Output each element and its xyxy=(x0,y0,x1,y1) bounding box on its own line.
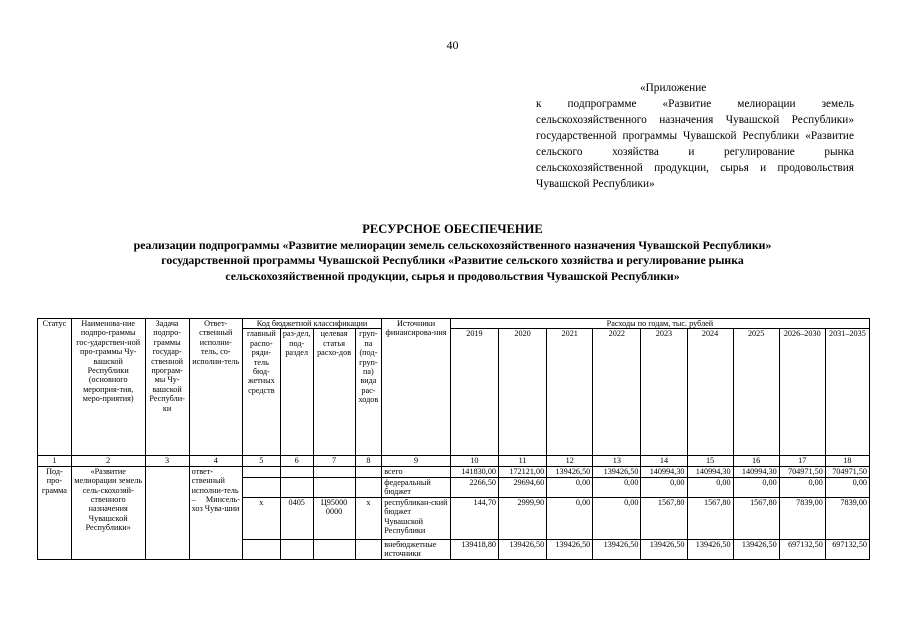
col-number: 14 xyxy=(641,456,687,466)
value-cell: 144,70 xyxy=(450,497,498,539)
th-budget-code: Код бюджетной классификации xyxy=(242,319,381,329)
col-number: 4 xyxy=(189,456,242,466)
value-cell: 0,00 xyxy=(779,477,825,497)
value-cell: 0,00 xyxy=(825,477,869,497)
th-year-2021: 2021 xyxy=(547,329,593,456)
main-manager-cell: x xyxy=(242,497,280,539)
value-cell: 139418,80 xyxy=(450,539,498,559)
value-cell: 697132,50 xyxy=(825,539,869,559)
col-number: 16 xyxy=(733,456,779,466)
value-cell: 172121,00 xyxy=(499,466,547,477)
th-executor: Ответ-ственный исполни-тель, со-исполни-тель xyxy=(189,319,242,456)
col-number: 10 xyxy=(450,456,498,466)
column-numbers-row xyxy=(38,456,870,466)
th-year-2020: 2020 xyxy=(499,329,547,456)
appendix-first-line: «Приложение xyxy=(640,82,707,94)
value-cell: 1567,80 xyxy=(641,497,687,539)
resource-table xyxy=(37,318,870,560)
title-line-2: реализации подпрограммы «Развитие мелиорации земель сельскохозяйственного назначения Чувашской Республики» xyxy=(133,237,772,252)
row-status: Под-про-грамма xyxy=(38,466,72,559)
th-year-2019: 2019 xyxy=(450,329,498,456)
th-year-2026-2030: 2026–2030 xyxy=(779,329,825,456)
col-number: 7 xyxy=(313,456,355,466)
value-cell: 2266,50 xyxy=(450,477,498,497)
value-cell: 2999,90 xyxy=(499,497,547,539)
group-cell: x xyxy=(355,497,382,539)
value-cell: 704971,50 xyxy=(779,466,825,477)
col-number: 12 xyxy=(547,456,593,466)
th-task: Задача подпро-граммы государ-ственной програм-мы Чу-вашской Республи-ки xyxy=(145,319,189,456)
th-main-manager: главный распо-ряди-тель бюд-жетных средств xyxy=(242,329,280,456)
page-number: 40 xyxy=(446,38,459,52)
th-year-2024: 2024 xyxy=(687,329,733,456)
empty-cell xyxy=(242,466,280,477)
appendix-note xyxy=(536,80,854,192)
value-cell: 139426,50 xyxy=(593,539,641,559)
document-title xyxy=(0,222,905,284)
value-cell: 0,00 xyxy=(733,477,779,497)
th-year-2025: 2025 xyxy=(733,329,779,456)
value-cell: 139426,50 xyxy=(733,539,779,559)
th-group: груп-па (под-груп-па) вида рас-ходов xyxy=(355,329,382,456)
col-number: 15 xyxy=(687,456,733,466)
th-target-article: целевая статья расхо-дов xyxy=(313,329,355,456)
col-number: 6 xyxy=(280,456,313,466)
title-line-3: государственной программы Чувашской Республики «Развитие сельского хозяйства и регулирование рынка xyxy=(161,253,744,267)
col-number: 11 xyxy=(499,456,547,466)
value-cell: 140994,30 xyxy=(687,466,733,477)
value-cell: 139426,50 xyxy=(547,539,593,559)
empty-cell xyxy=(355,477,382,497)
empty-cell xyxy=(280,466,313,477)
col-number: 17 xyxy=(779,456,825,466)
th-status: Статус xyxy=(38,319,72,456)
col-number: 2 xyxy=(71,456,145,466)
col-number: 5 xyxy=(242,456,280,466)
table-row xyxy=(38,466,870,477)
value-cell: 1567,80 xyxy=(733,497,779,539)
value-cell: 139426,50 xyxy=(687,539,733,559)
value-cell: 1567,80 xyxy=(687,497,733,539)
th-name: Наименова-ние подпро-граммы гос-ударствен-ной про-граммы Чу-вашской Республики (основного мероприя-тия, меро-приятия) xyxy=(71,319,145,456)
value-cell: 697132,50 xyxy=(779,539,825,559)
col-number: 3 xyxy=(145,456,189,466)
empty-cell xyxy=(242,477,280,497)
th-expenses: Расходы по годам, тыс. рублей xyxy=(450,319,869,329)
row-name: «Развитие мелиорации земель сель-скохозяй-ственного назначения Чувашской Республики» xyxy=(71,466,145,559)
th-sources: Источники финансирова-ния xyxy=(382,319,451,456)
source-name: внебюджетные источники xyxy=(382,539,451,559)
target-article-cell: Ц95000 0000 xyxy=(313,497,355,539)
value-cell: 141830,00 xyxy=(450,466,498,477)
empty-cell xyxy=(242,539,280,559)
value-cell: 139426,50 xyxy=(641,539,687,559)
value-cell: 0,00 xyxy=(593,497,641,539)
col-number: 8 xyxy=(355,456,382,466)
value-cell: 7839,00 xyxy=(825,497,869,539)
value-cell: 7839,00 xyxy=(779,497,825,539)
value-cell: 140994,30 xyxy=(641,466,687,477)
col-number: 13 xyxy=(593,456,641,466)
value-cell: 139426,50 xyxy=(547,466,593,477)
value-cell: 0,00 xyxy=(547,497,593,539)
col-number: 1 xyxy=(38,456,72,466)
source-name: федеральный бюджет xyxy=(382,477,451,497)
value-cell: 139426,50 xyxy=(593,466,641,477)
col-number: 18 xyxy=(825,456,869,466)
th-section: раз-дел, под-раздел xyxy=(280,329,313,456)
empty-cell xyxy=(313,539,355,559)
row-task xyxy=(145,466,189,559)
value-cell: 139426,50 xyxy=(499,539,547,559)
source-name: республикан-ский бюджет Чувашской Республики xyxy=(382,497,451,539)
section-cell: 0405 xyxy=(280,497,313,539)
value-cell: 0,00 xyxy=(687,477,733,497)
title-line-1: РЕСУРСНОЕ ОБЕСПЕЧЕНИЕ xyxy=(362,222,543,236)
value-cell: 0,00 xyxy=(641,477,687,497)
empty-cell xyxy=(355,466,382,477)
th-year-2023: 2023 xyxy=(641,329,687,456)
empty-cell xyxy=(280,539,313,559)
value-cell: 29694,60 xyxy=(499,477,547,497)
col-number: 9 xyxy=(382,456,451,466)
value-cell: 140994,30 xyxy=(733,466,779,477)
source-name: всего xyxy=(382,466,451,477)
value-cell: 0,00 xyxy=(547,477,593,497)
value-cell: 704971,50 xyxy=(825,466,869,477)
empty-cell xyxy=(313,477,355,497)
th-year-2031-2035: 2031–2035 xyxy=(825,329,869,456)
empty-cell xyxy=(355,539,382,559)
empty-cell xyxy=(280,477,313,497)
value-cell: 0,00 xyxy=(593,477,641,497)
title-line-4: сельскохозяйственной продукции, сырья и продовольствия Чувашской Республики» xyxy=(225,268,680,283)
empty-cell xyxy=(313,466,355,477)
appendix-text: к подпрограмме «Развитие мелиорации земель сельскохозяйственного назначения Чувашской Республики» государственной программы Чувашской Республики «Развитие сельского хозяйства и регулирование рынка сельскохозяйственной продукции, сырья и продовольствия Чувашской Республики» xyxy=(536,98,854,190)
row-executor: ответ-ственный исполни-тель – Минсель-хоз Чува-шии xyxy=(189,466,242,559)
th-year-2022: 2022 xyxy=(593,329,641,456)
